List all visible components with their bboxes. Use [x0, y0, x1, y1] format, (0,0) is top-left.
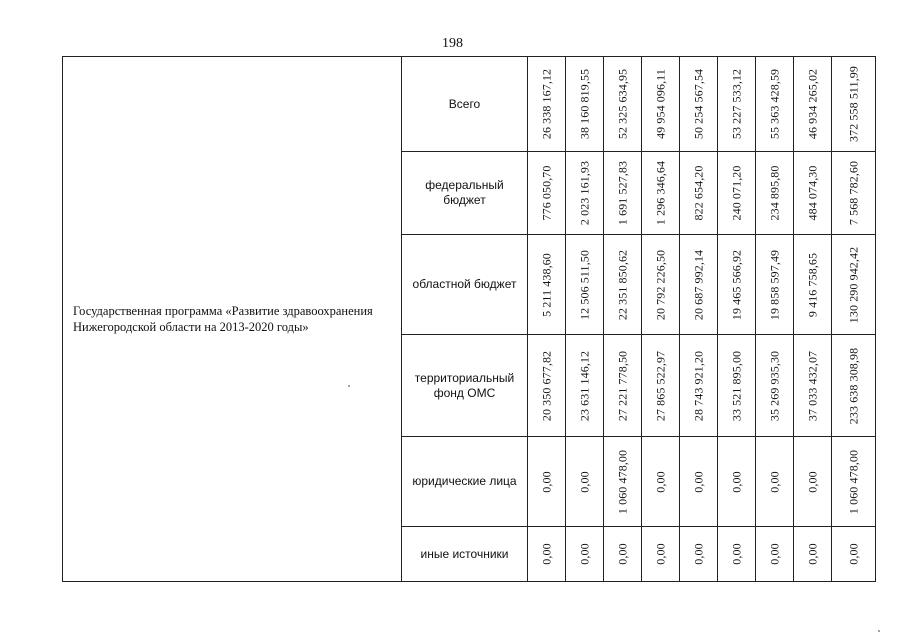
year-value-cell — [718, 235, 756, 335]
year-value-cell — [794, 437, 832, 527]
value-text: 23 631 146,12 — [577, 350, 591, 421]
value-text: 50 254 567,54 — [691, 68, 705, 140]
year-value-cell — [680, 235, 718, 335]
value-text: 0,00 — [805, 470, 819, 493]
value-text: 1 691 527,83 — [615, 160, 629, 226]
total-value-cell — [832, 335, 876, 437]
value-text: 0,00 — [577, 543, 591, 565]
year-value-cell — [528, 437, 566, 527]
program-name-cell: Государственная программа «Развитие здравоохранения Нижегородской области на 2013-2020 годы» — [63, 57, 402, 582]
year-value-cell — [604, 57, 642, 152]
funding-source-cell: областной бюджет — [402, 235, 528, 335]
funding-source-cell: юридические лица — [402, 437, 528, 527]
year-value-cell — [566, 335, 604, 437]
value-text: 0,00 — [653, 470, 667, 493]
year-value-cell — [718, 57, 756, 152]
year-value-cell — [566, 57, 604, 152]
year-value-cell — [642, 437, 680, 527]
total-value-cell — [832, 152, 876, 235]
value-text: 33 521 895,00 — [729, 350, 743, 421]
value-text: 9 416 758,65 — [805, 252, 819, 317]
year-value-cell — [680, 437, 718, 527]
year-value-cell — [756, 235, 794, 335]
year-value-cell — [756, 437, 794, 527]
year-value-cell — [604, 527, 642, 582]
funding-source-cell: федеральный бюджет — [402, 152, 528, 235]
year-value-cell — [604, 437, 642, 527]
year-value-cell — [604, 152, 642, 235]
scan-speck — [878, 630, 880, 632]
scan-speck — [348, 385, 350, 387]
value-text: 240 071,20 — [729, 165, 743, 221]
value-text: 0,00 — [615, 543, 629, 565]
year-value-cell — [566, 152, 604, 235]
value-text: 53 227 533,12 — [729, 68, 743, 140]
value-text: 5 211 438,60 — [539, 252, 553, 317]
total-value-cell — [832, 57, 876, 152]
value-text: 0,00 — [539, 543, 553, 565]
value-text: 2 023 161,93 — [577, 160, 591, 226]
year-value-cell — [642, 57, 680, 152]
year-value-cell — [718, 527, 756, 582]
budget-table-body — [63, 57, 876, 582]
year-value-cell — [794, 527, 832, 582]
value-text: 0,00 — [577, 470, 591, 493]
value-text: 19 465 566,92 — [729, 249, 743, 320]
budget-table — [62, 56, 876, 582]
value-text: 27 221 778,50 — [615, 350, 629, 421]
year-value-cell — [718, 152, 756, 235]
page-number: 198 — [442, 36, 463, 51]
table-row — [63, 57, 876, 152]
value-text: 1 296 346,64 — [653, 160, 667, 226]
year-value-cell — [642, 335, 680, 437]
year-value-cell — [680, 527, 718, 582]
funding-source-cell: Всего — [402, 57, 528, 152]
value-text: 0,00 — [691, 470, 705, 493]
value-text: 1 060 478,00 — [615, 449, 629, 514]
year-value-cell — [528, 235, 566, 335]
year-value-cell — [566, 235, 604, 335]
value-text: 1 060 478,00 — [846, 449, 860, 514]
year-value-cell — [794, 335, 832, 437]
value-text: 27 865 522,97 — [653, 350, 667, 421]
total-value-cell — [832, 235, 876, 335]
funding-source-cell: иные источники — [402, 527, 528, 582]
value-text: 0,00 — [767, 470, 781, 493]
year-value-cell — [566, 527, 604, 582]
value-text: 234 895,80 — [767, 165, 781, 221]
value-text: 52 325 634,95 — [615, 68, 629, 140]
value-text: 35 269 935,30 — [767, 350, 781, 421]
value-text: 49 954 096,11 — [653, 69, 667, 139]
year-value-cell — [756, 335, 794, 437]
value-text: 20 350 677,82 — [539, 350, 553, 421]
value-text: 46 934 265,02 — [805, 68, 819, 140]
year-value-cell — [794, 57, 832, 152]
value-text: 12 506 511,50 — [577, 249, 591, 320]
total-value-cell — [832, 527, 876, 582]
year-value-cell — [756, 57, 794, 152]
value-text: 372 558 511,99 — [846, 66, 860, 142]
year-value-cell — [642, 235, 680, 335]
year-value-cell — [680, 335, 718, 437]
total-value-cell — [832, 437, 876, 527]
value-text: 28 743 921,20 — [691, 350, 705, 421]
value-text: 22 351 850,62 — [615, 249, 629, 320]
value-text: 0,00 — [767, 543, 781, 565]
funding-source-cell: территориальный фонд ОМС — [402, 335, 528, 437]
year-value-cell — [604, 235, 642, 335]
year-value-cell — [604, 335, 642, 437]
year-value-cell — [642, 152, 680, 235]
year-value-cell — [528, 335, 566, 437]
value-text: 7 568 782,60 — [846, 160, 860, 226]
value-text: 822 654,20 — [691, 165, 705, 221]
year-value-cell — [528, 152, 566, 235]
value-text: 484 074,30 — [805, 165, 819, 221]
value-text: 0,00 — [729, 543, 743, 565]
year-value-cell — [756, 152, 794, 235]
value-text: 0,00 — [653, 543, 667, 565]
year-value-cell — [566, 437, 604, 527]
value-text: 20 687 992,14 — [691, 249, 705, 320]
year-value-cell — [528, 57, 566, 152]
year-value-cell — [528, 527, 566, 582]
year-value-cell — [718, 437, 756, 527]
year-value-cell — [794, 235, 832, 335]
value-text: 0,00 — [805, 543, 819, 565]
year-value-cell — [642, 527, 680, 582]
value-text: 0,00 — [729, 470, 743, 493]
year-value-cell — [718, 335, 756, 437]
value-text: 776 050,70 — [539, 165, 553, 221]
value-text: 130 290 942,42 — [846, 246, 860, 323]
year-value-cell — [794, 152, 832, 235]
value-text: 19 858 597,49 — [767, 249, 781, 320]
value-text: 233 638 308,98 — [846, 347, 860, 424]
value-text: 0,00 — [846, 543, 860, 565]
value-text: 0,00 — [691, 543, 705, 565]
value-text: 38 160 819,55 — [577, 68, 591, 140]
value-text: 26 338 167,12 — [539, 68, 553, 140]
year-value-cell — [756, 527, 794, 582]
value-text: 37 033 432,07 — [805, 350, 819, 421]
year-value-cell — [680, 57, 718, 152]
value-text: 20 792 226,50 — [653, 249, 667, 320]
value-text: 55 363 428,59 — [767, 68, 781, 140]
value-text: 0,00 — [539, 470, 553, 493]
year-value-cell — [680, 152, 718, 235]
